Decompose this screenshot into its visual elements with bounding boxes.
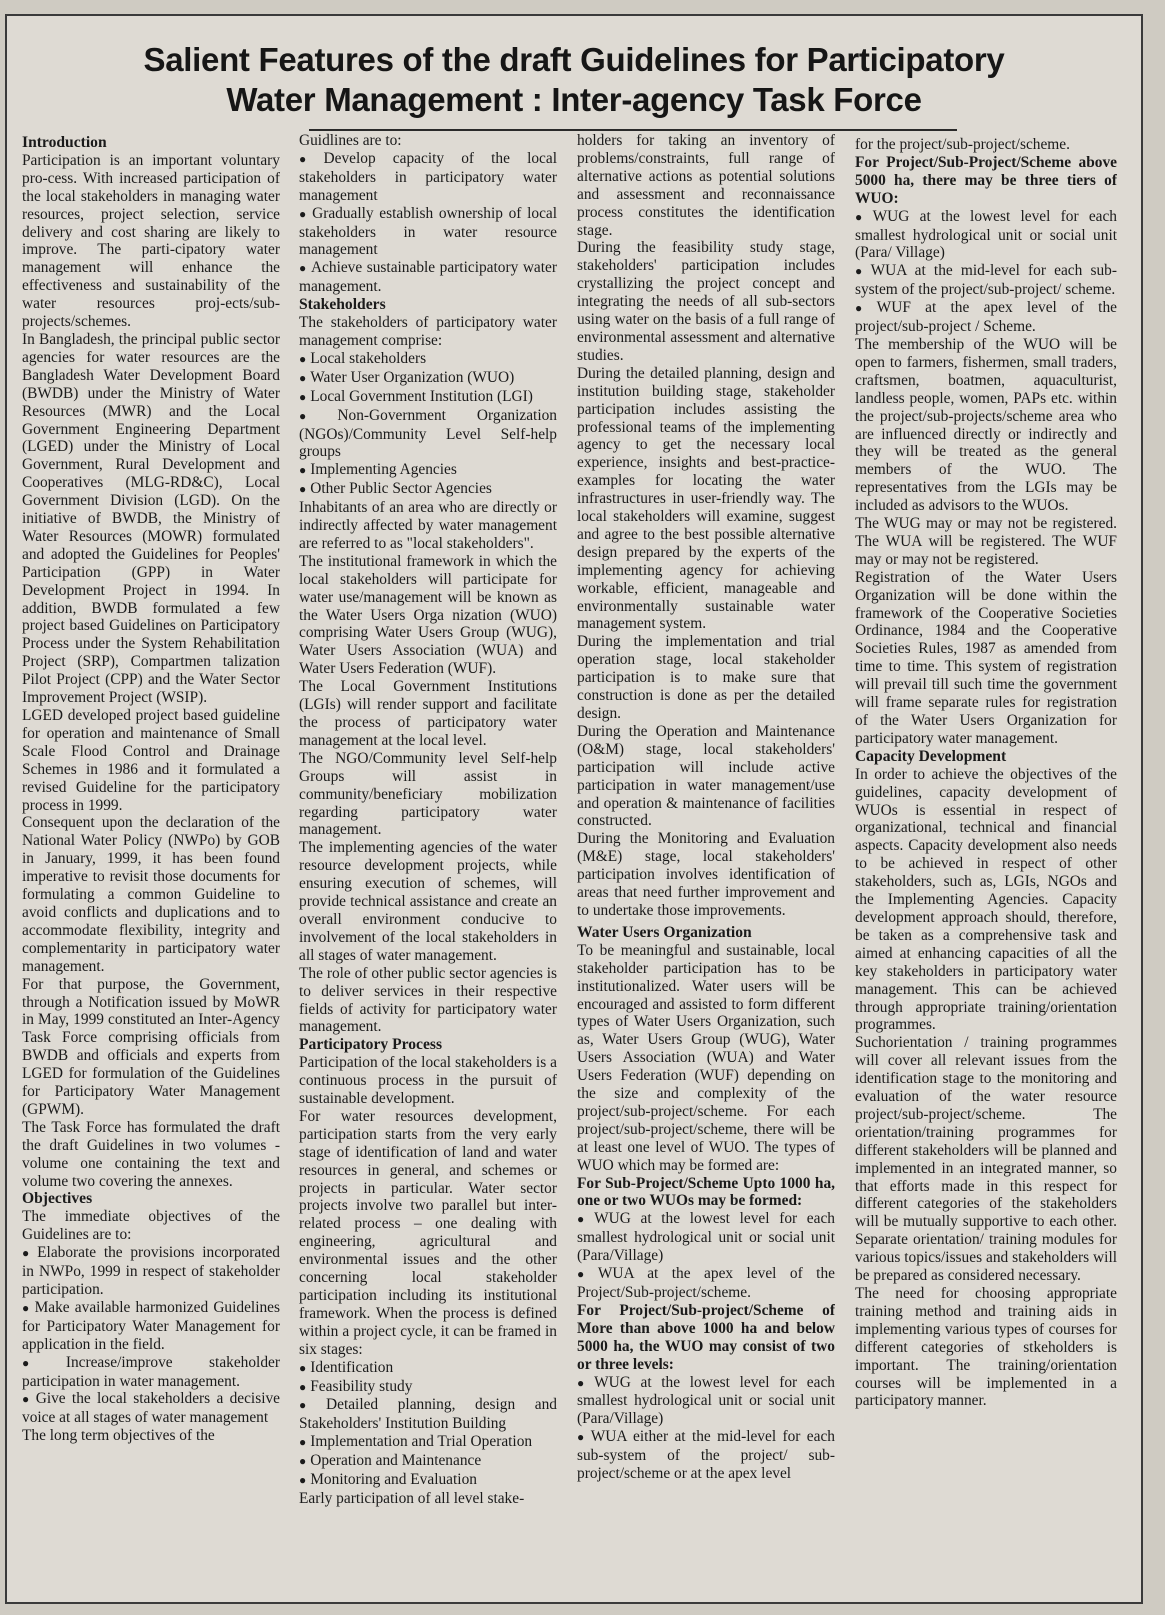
list-item-text: Local Government Institution (LGI) [310, 387, 533, 405]
list-item-text: WUG at the lowest level for each smallest hydrological unit or social unit (Para/ Village) [855, 207, 1117, 262]
bullet-icon: ● [299, 408, 334, 423]
objectives-list [22, 1244, 280, 1427]
list-item-text: Gradually establish ownership of local stakeholders in water resource management [299, 204, 557, 259]
paragraph: The long term objectives of the [22, 1427, 215, 1445]
list-item [22, 1390, 280, 1427]
subheading-1000-5000ha: For Project/Sub-project/Scheme of More than above 1000 ha and below 5000 ha, the WUO may consist of two or three levels: [577, 1301, 835, 1373]
above-5000ha-list [855, 208, 1117, 336]
paragraph: The institutional framework in which the local stakeholders will participate for water use/management will be known as the Water Users Orga nization (WUO) comprising Water Users Group (WUG), Water Users Association (WUA) and Water Users Federation (WUF). [299, 552, 557, 678]
headline-line-1: Salient Features of the draft Guidelines for Participatory [143, 41, 1005, 78]
bullet-icon: ● [22, 1392, 32, 1407]
bullet-icon: ● [299, 1379, 307, 1394]
paragraph: The NGO/Community level Self-help Groups will assist in community/beneficiary mobilization regarding participatory water management. [299, 749, 557, 839]
long-term-objectives-list [299, 150, 557, 296]
heading-introduction: Introduction [22, 134, 107, 151]
list-item [577, 1210, 835, 1265]
list-item-text: Achieve sustainable participatory water management. [299, 259, 557, 296]
bullet-icon: ● [299, 389, 307, 404]
bullet-icon: ● [299, 351, 307, 366]
bullet-icon: ● [299, 1360, 307, 1375]
list-item [299, 1433, 557, 1452]
list-item-text: Operation and Maintenance [310, 1452, 482, 1470]
article-headline [7, 40, 1141, 120]
headline-rule [309, 129, 957, 131]
paragraph: Inhabitants of an area who are directly or indirectly affected by water management are referred to as "local stakeholders". [299, 499, 557, 552]
list-item [22, 1299, 280, 1354]
stakeholders-list [299, 350, 557, 499]
paragraph: During the feasibility study stage, stakeholders' participation includes crystallizing the project concept and integrating the needs of all sub-sectors using water on the basis of a full range of environmental assessment and alternative studies. [577, 239, 835, 364]
paragraph: The need for choosing appropriate training method and training aids in implementing various types of courses for different categories of stkeholders is important. The training/orientation courses will be implemented in a participatory manner. [855, 1285, 1117, 1410]
paragraph: Participation is an important voluntary pro-cess. With increased participation of the local stakeholders in managing water resources, project selection, service delivery and cost sharing are likely to improve. The parti-cipatory water management will enhance the effectiveness and sustainability of the water resources proj-ects/sub-projects/schemes. [22, 151, 280, 331]
subheading-upto-1000ha: For Sub-Project/Scheme Upto 1000 ha, one or two WUOs may be formed: [577, 1174, 835, 1210]
paragraph: Consequent upon the declaration of the National Water Policy (NWPo) by GOB in January, 1999, it has been found imperative to revisit those documents for formulating a common Guideline to avoid conflicts and duplications and to accommodate flexibility, integrity and complementarity in participatory water management. [22, 814, 280, 975]
list-item [22, 1354, 280, 1391]
list-item [299, 1359, 557, 1378]
list-item-text: Implementation and Trial Operation [310, 1433, 533, 1451]
list-item-text: WUG at the lowest level for each smallest hydrological unit or social unit (Para/Village) [577, 1373, 835, 1428]
list-item-text: WUA at the mid-level for each sub-system of the project/sub-project/ scheme. [855, 262, 1117, 299]
paragraph: The Task Force has formulated the draft the draft Guidelines in two volumes - volume one containing the text and volume two covering the annexes. [22, 1118, 280, 1190]
bullet-icon: ● [577, 1375, 591, 1390]
bullet-icon: ● [299, 261, 307, 276]
list-item-text: Implementing Agencies [310, 461, 457, 479]
paragraph: The immediate objectives of the Guidelines are to: [22, 1208, 280, 1244]
bullet-icon: ● [299, 1398, 322, 1413]
bullet-icon: ● [299, 370, 307, 385]
list-item [299, 480, 557, 499]
bullet-icon: ● [577, 1267, 594, 1282]
list-item [299, 1471, 557, 1490]
list-item [299, 350, 557, 369]
paragraph: Participation of the local stakeholders is a continuous process in the pursuit of sustainable development. [299, 1054, 557, 1108]
paragraph: for the project/sub-project/scheme. [855, 136, 1070, 153]
1000-5000ha-list [577, 1374, 835, 1483]
list-item [855, 262, 1117, 299]
bullet-icon: ● [299, 151, 320, 166]
bullet-icon: ● [22, 1246, 34, 1261]
bullet-icon: ● [299, 482, 307, 497]
paragraph: Guidlines are to: [299, 132, 402, 149]
bullet-icon: ● [299, 1473, 307, 1488]
heading-stakeholders: Stakeholders [299, 296, 386, 314]
paragraph: LGED developed project based guideline for operation and maintenance of Small Scale Flood Control and Drainage Schemes in 1986 and it formulated a revised Guideline for the participatory process in 1999. [22, 707, 280, 814]
list-item [299, 1378, 557, 1397]
paragraph: For water resources development, participation starts from the very early stage of identification of land and water resources in general, and schemes or projects in particular. Water sector projects involve two parallel but inter-related process – one dealing with engineering, agricultural and environmental issues and the other concerning local stakeholder participation including its institutional framework. When the process is defined within a project cycle, it can be framed in six stages: [299, 1107, 557, 1358]
list-item [299, 1452, 557, 1471]
list-item-text: Monitoring and Evaluation [310, 1471, 477, 1489]
heading-objectives: Objectives [22, 1190, 93, 1208]
list-item [577, 1374, 835, 1429]
paragraph: During the detailed planning, design and institution building stage, stakeholder participation includes assisting the professional teams of the implementing agency to get the necessary local experience, insights and best-practice-examples for locating the water infrastructures in user-friendly way. The local stakeholders will examine, suggest and agree to the best possible alternative design prepared by the experts of the implementing agency for achieving workable, efficient, manageable and environmentally sustainable water management system. [577, 364, 835, 633]
paragraph: Registration of the Water Users Organization will be done within the framework of the Cooperative Societies Ordinance, 1984 and the Cooperative Societies Rules, 1987 as amended from time to time. This system of registration will prevail till such time the government will frame separate rules for registration of the Water Users Organization for participatory water management. [855, 568, 1117, 747]
paragraph: During the Monitoring and Evaluation (M&E) stage, local stakeholders' participation involves identification of areas that need further improvement and to undertake those improvements. [577, 830, 835, 919]
list-item-text: Make available harmonized Guidelines for Participatory Water Management for application in the field. [22, 1298, 280, 1353]
bullet-icon: ● [855, 264, 867, 279]
column-3 [577, 132, 835, 1600]
newspaper-clipping [5, 14, 1143, 1604]
list-item-text: WUG at the lowest level for each smallest hydrological unit or social unit (Para/Village) [577, 1210, 835, 1265]
bullet-icon: ● [855, 301, 873, 316]
paragraph: During the implementation and trial operation stage, local stakeholder participation is to make sure that construction is done as per the detailed design. [577, 633, 835, 722]
list-item-text: Water User Organization (WUO) [310, 368, 515, 386]
list-item-text: WUA at the apex level of the Project/Sub-project/scheme. [577, 1265, 835, 1301]
list-item [299, 461, 557, 480]
list-item-text: Identification [310, 1358, 394, 1376]
column-2 [299, 132, 557, 1600]
paragraph: holders for taking an inventory of problems/constraints, full range of alternative actions as potential solutions and assessment and reconnaissance process constitutes the identification stage. [577, 132, 835, 239]
list-item [577, 1428, 835, 1483]
list-item [299, 1396, 557, 1433]
list-item-text: Local stakeholders [310, 349, 427, 367]
list-item-text: Elaborate the provisions incorporated in NWPo, 1999 in respect of stakeholder participation. [22, 1244, 280, 1298]
subheading-above-5000ha: For Project/Sub-Project/Scheme above 5000 ha, there may be three tiers of WUO: [855, 153, 1117, 207]
upto-1000ha-list [577, 1210, 835, 1302]
paragraph: The membership of the WUO will be open to farmers, fishermen, small traders, craftsmen, boatmen, aquaculturist, landless people, women, PAPs etc. within the project/sub-projects/scheme area who are influenced directly or indirectly and they will be treated as the general members of the WUO. The representatives from the LGIs may be included as advisors to the WUOs. [855, 335, 1117, 515]
heading-capacity-development: Capacity Development [855, 747, 1007, 765]
paragraph: Early participation of all level stake- [299, 1489, 525, 1507]
list-item-text: Give the local stakeholders a decisive voice at all stages of water management [22, 1390, 280, 1427]
paragraph: In Bangladesh, the principal public sector agencies for water resources are the Bangladesh Water Development Board (BWDB) under the Ministry of Water Resources (MWR) and the Local Government Engineering Department (LGED) under the Ministry of Local Government, Rural Development and Cooperatives (MLG-RD&C), Local Government Division (LGD). On the initiative of BWDB, the Ministry of Water Resources (MOWR) formulated and adopted the Guidelines for Peoples' Participation (GPP) in Water Development Project in 1994. In addition, BWDB formulated a few project based Guidelines on Participatory Process under the System Rehabilitation Project (SRP), Compartmen talization Pilot Project (CPP) and the Water Sector Improvement Project (WSIP). [22, 330, 280, 707]
list-item-text: WUF at the apex level of the project/sub-project / Scheme. [855, 299, 1117, 336]
heading-water-users-organization: Water Users Organization [577, 923, 752, 941]
paragraph: During the Operation and Maintenance (O&M) stage, local stakeholders' participation will include active participation in water management/use and operation & maintenance of facilities constructed. [577, 722, 835, 830]
column-1 [22, 134, 280, 1602]
bullet-icon: ● [299, 1454, 307, 1469]
list-item-text: Feasibility study [310, 1377, 413, 1395]
paragraph: The WUG may or may not be registered. The WUA will be registered. The WUF may or may not be registered. [855, 515, 1117, 568]
bullet-icon: ● [577, 1212, 591, 1227]
bullet-icon: ● [299, 1435, 307, 1450]
list-item-text: Develop capacity of the local stakeholders in participatory water management [299, 149, 557, 204]
stages-list [299, 1359, 557, 1490]
list-item [577, 1265, 835, 1302]
list-item [299, 388, 557, 407]
paragraph: The role of other public sector agencies is to deliver services in their respective fields of activity for participatory water management. [299, 964, 557, 1036]
list-item [299, 150, 557, 205]
list-item [299, 407, 557, 462]
list-item-text: Non-Government Organization (NGOs)/Community Level Self-help groups [299, 406, 557, 461]
list-item-text: Increase/improve stakeholder participation in water management. [22, 1353, 280, 1390]
bullet-icon: ● [299, 206, 309, 221]
bullet-icon: ● [577, 1430, 587, 1445]
list-item [299, 369, 557, 388]
list-item [299, 205, 557, 260]
paragraph: The Local Government Institutions (LGIs) will render support and facilitate the process of participatory water management at the local level. [299, 678, 557, 749]
paragraph: In order to achieve the objectives of the guidelines, capacity development of WUOs is essential in respect of organizational, technical and financial aspects. Capacity development also needs to be achieved in respect of other stakeholders, such as, LGIs, NGOs and the Implementing Agencies. Capacity development approach should, therefore, be taken as a comprehensive task and aimed at enhancing capacities of all the key stakeholders in participatory water management. This can be achieved through appropriate training/orientation programmes. [855, 765, 1117, 1034]
column-4 [855, 136, 1117, 1604]
list-item-text: Detailed planning, design and Stakeholders' Institution Building [299, 1396, 557, 1433]
list-item-text: WUA either at the mid-level for each sub-system of the project/ sub-project/scheme or at the apex level [577, 1428, 835, 1483]
paragraph: The implementing agencies of the water resource development projects, while ensuring execution of schemes, will provide technical assistance and create an overall environment conducive to involvement of the local stakeholders in all stages of water management. [299, 839, 557, 964]
paragraph: The stakeholders of participatory water management comprise: [299, 314, 557, 349]
bullet-icon: ● [22, 1300, 31, 1315]
bullet-icon: ● [299, 463, 307, 478]
list-item [299, 259, 557, 296]
paragraph: For that purpose, the Government, through a Notification issued by MoWR in May, 1999 constituted an Inter-Agency Task Force comprising officials from BWDB and officials and experts from LGED for formulation of the Guidelines for Participatory Water Management (GPWM). [22, 975, 280, 1118]
paragraph: To be meaningful and sustainable, local stakeholder participation has to be institutionalized. Water users will be encouraged and assisted to form different types of Water Users Organization, such as, Water Users Group (WUG), Water Users Association (WUA) and Water Users Federation (WUF) depending on the size and complexity of the project/sub-project/scheme. For each project/sub-project/scheme, there will be at least one level of WUO. The types of WUO which may be formed are: [577, 941, 835, 1174]
list-item [22, 1244, 280, 1299]
paragraph: Suchorientation / training programmes will cover all relevant issues from the identification stage to the monitoring and evaluation of the water resource project/sub-project/scheme. The orientation/training programmes for different stakeholders will be planned and implemented in an integrated manner, so that efforts made in this respect for different categories of the stakeholders will be mutually supportive to each other. Separate orientation/ training modules for various topics/issues and stakeholders will be prepared as considered necessary. [855, 1034, 1117, 1285]
bullet-icon: ● [855, 209, 869, 224]
list-item-text: Other Public Sector Agencies [310, 480, 492, 498]
list-item [855, 208, 1117, 263]
headline-line-2: Water Management : Inter-agency Task Force [226, 81, 922, 118]
bullet-icon: ● [22, 1355, 62, 1370]
list-item [855, 299, 1117, 336]
heading-participatory-process: Participatory Process [299, 1036, 443, 1054]
